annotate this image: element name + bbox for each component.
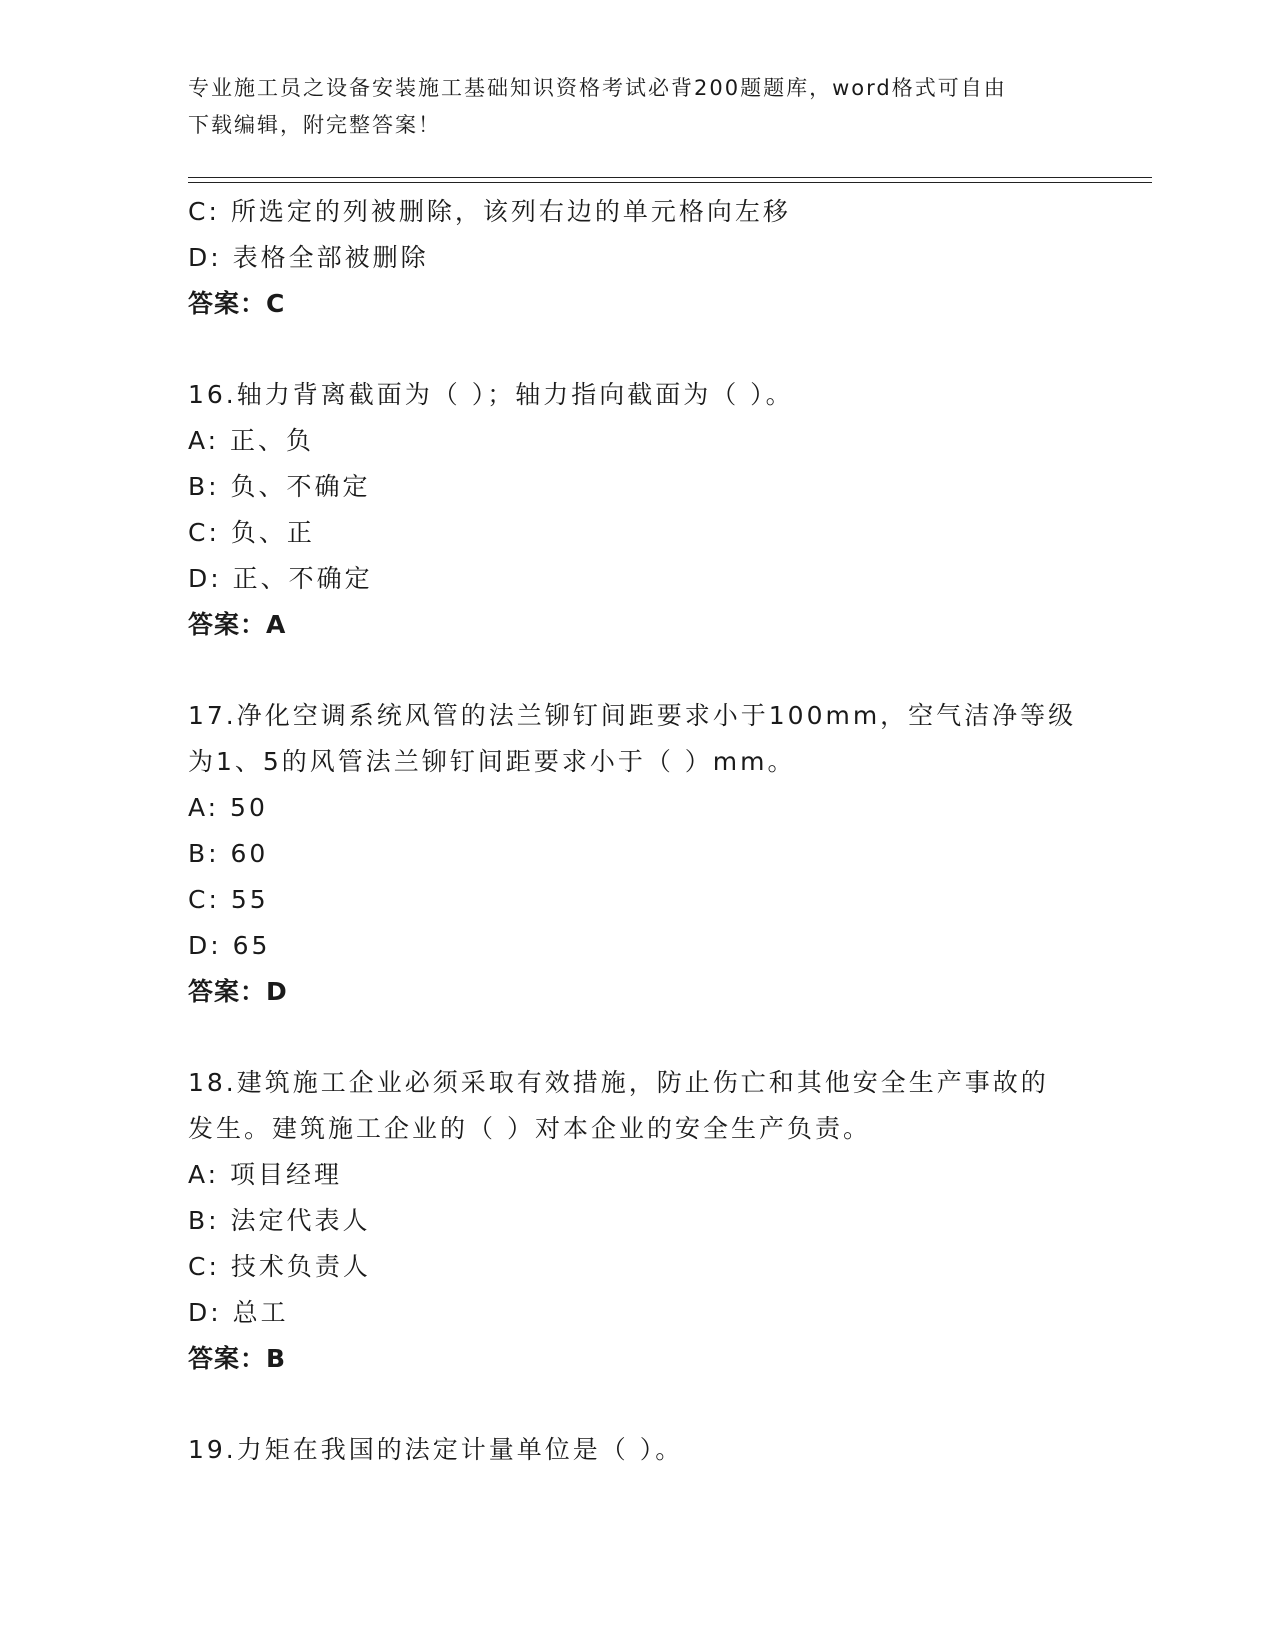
- option-c: C: 所选定的列被删除，该列右边的单元格向左移: [188, 197, 791, 226]
- option-a: A: 项目经理: [188, 1160, 343, 1189]
- header-line-1: 专业施工员之设备安装施工基础知识资格考试必背200题题库，word格式可自由: [188, 76, 1007, 100]
- option-d: D: 表格全部被删除: [188, 243, 429, 272]
- question-text-line-2: 为1、5的风管法兰铆钉间距要求小于（ ）mm。: [188, 747, 796, 776]
- option-b: B: 负、不确定: [188, 472, 371, 501]
- option-a: A: 正、负: [188, 426, 315, 455]
- answer: 答案：C: [188, 289, 286, 318]
- question-text: 19.力矩在我国的法定计量单位是（ ）。: [188, 1435, 684, 1464]
- question-17: [188, 693, 1088, 1015]
- document-header: [188, 70, 1068, 144]
- question-19: [188, 1427, 1088, 1473]
- header-divider-bottom: [188, 182, 1152, 183]
- option-d: D: 65: [188, 931, 271, 960]
- spacer: [188, 648, 1088, 693]
- option-d: D: 总工: [188, 1298, 289, 1327]
- question-18: [188, 1060, 1088, 1382]
- header-line-2: 下载编辑，附完整答案！: [188, 113, 441, 137]
- question-text-line-2: 发生。建筑施工企业的（ ）对本企业的安全生产负责。: [188, 1114, 871, 1143]
- question-16: [188, 372, 1088, 648]
- spacer: [188, 1382, 1088, 1427]
- answer: 答案：A: [188, 610, 287, 639]
- question-text-line-1: 17.净化空调系统风管的法兰铆钉间距要求小于100mm，空气洁净等级: [188, 701, 1077, 730]
- option-c: C: 55: [188, 885, 269, 914]
- option-d: D: 正、不确定: [188, 564, 373, 593]
- question-text-line-1: 18.建筑施工企业必须采取有效措施，防止伤亡和其他安全生产事故的: [188, 1068, 1049, 1097]
- answer: 答案：D: [188, 977, 288, 1006]
- option-a: A: 50: [188, 793, 268, 822]
- header-divider-top: [188, 177, 1152, 178]
- option-c: C: 技术负责人: [188, 1252, 371, 1281]
- question-text: 16.轴力背离截面为（ ）；轴力指向截面为（ ）。: [188, 380, 794, 409]
- option-b: B: 法定代表人: [188, 1206, 371, 1235]
- question-list: [188, 189, 1088, 1473]
- spacer: [188, 327, 1088, 372]
- option-c: C: 负、正: [188, 518, 315, 547]
- option-b: B: 60: [188, 839, 269, 868]
- question-15: [188, 189, 1088, 327]
- answer: 答案：B: [188, 1344, 287, 1373]
- spacer: [188, 1015, 1088, 1060]
